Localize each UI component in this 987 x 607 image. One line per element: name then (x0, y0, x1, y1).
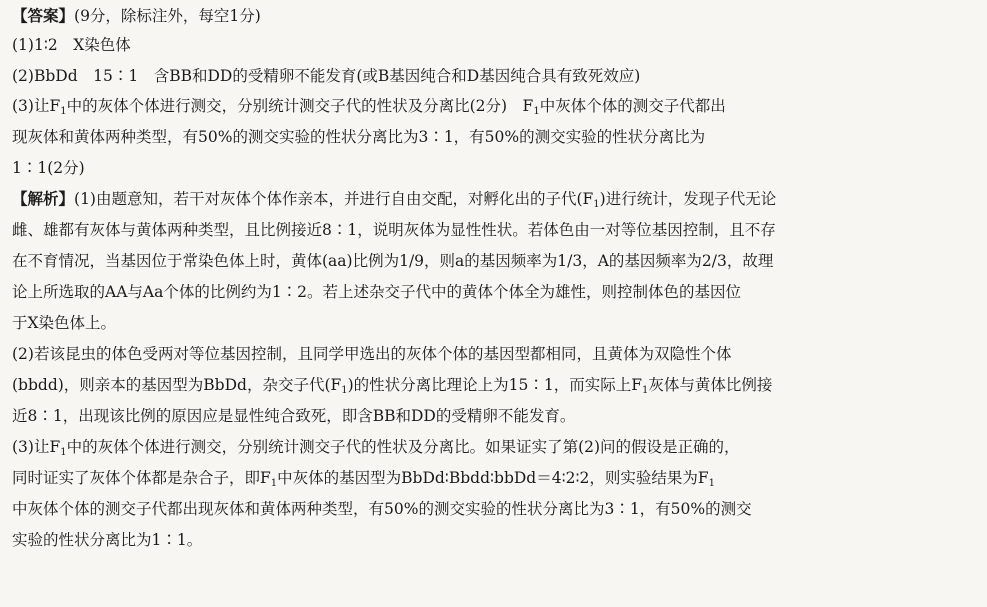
analysis-line-3a (12, 437, 980, 457)
analysis-line-1d: 论上所选取的AA与Aa个体的比例约为1∶2。若上述杂交子代中的黄体个体全为雄性，则控制体色的基因位 (12, 283, 742, 301)
analysis-2b-mid: )的性状分离比理论上为15∶1，而实际上F (347, 376, 643, 394)
analysis-2b-pre: (bbdd)，则亲本的基因型为BbDd，杂交子代(F (12, 376, 342, 394)
answer-line-3b: 现灰体和黄体两种类型，有50%的测交实验的性状分离比为3∶1，有50%的测交实验的性状分离比为 (12, 128, 706, 146)
analysis-2b-sub2: 1 (642, 385, 649, 395)
analysis-3a-pre: (3)让F (12, 438, 61, 456)
analysis-line-2c: 近8∶1，出现该比例的原因应是显性纯合致死，即含BB和DD的受精卵不能发育。 (12, 407, 576, 425)
analysis-2b-sub: 1 (341, 385, 348, 395)
analysis-3b-sub: 1 (270, 478, 278, 488)
analysis-line-1c: 在不育情况，当基因位于常染色体上时，黄体(aa)比例为1/9，则a的基因频率为1/3，A的基因频率为2/3，故理 (12, 252, 774, 270)
analysis-line-3c: 中灰体个体的测交子代都出现灰体和黄体两种类型，有50%的测交实验的性状分离比为3∶1，有50%的测交 (12, 500, 752, 518)
answer-score-note: (9分，除标注外，每空1分) (74, 7, 261, 25)
analysis-3a-post: 中的灰体个体进行测交，分别统计测交子代的性状及分离比。如果证实了第(2)问的假设是正确的， (66, 438, 740, 456)
answer-3a-mid: 中的灰体个体进行测交，分别统计测交子代的性状及分离比(2分) F (66, 97, 534, 115)
answer-3a-pre: (3)让F (12, 97, 61, 115)
analysis-3b-pre: 同时证实了灰体个体都是杂合子，即F (12, 469, 271, 487)
answer-3a-sub: 1 (60, 106, 67, 116)
analysis-line-2b (12, 375, 980, 395)
analysis-line-2a: (2)若该昆虫的体色受两对等位基因控制，且同学甲选出的灰体个体的基因型都相同，且黄体为双隐性个体 (12, 345, 732, 363)
answer-label: 【答案】 (12, 7, 75, 25)
analysis-1a-post: )进行统计，发现子代无论 (599, 190, 777, 208)
analysis-1a-sub: 1 (593, 199, 600, 209)
answer-line-3a (12, 96, 980, 116)
answer-line-1: (1)1∶2 X染色体 (12, 36, 131, 54)
analysis-2b-post: 灰体与黄体比例接 (648, 376, 773, 394)
analysis-line-3b (12, 468, 980, 488)
analysis-line-1a (12, 189, 980, 209)
answer-3a-post: 中灰体个体的测交子代都出 (539, 97, 726, 115)
analysis-3a-sub: 1 (60, 447, 67, 457)
answer-3a-sub2: 1 (533, 106, 540, 116)
analysis-label: 【解析】 (12, 190, 75, 208)
analysis-1a-pre: (1)由题意知，若干对灰体个体作亲本，并进行自由交配，对孵化出的子代(F (74, 190, 594, 208)
analysis-line-1b: 雌、雄都有灰体与黄体两种类型，且比例接近8∶1，说明灰体为显性性状。若体色由一对等位基因控制，且不存 (12, 221, 776, 239)
analysis-line-1e: 于X染色体上。 (12, 314, 117, 332)
analysis-line-3d: 实验的性状分离比为1∶1。 (12, 531, 203, 549)
analysis-3b-sub2: 1 (708, 478, 716, 488)
answer-line-2: (2)BbDd 15∶1 含BB和DD的受精卵不能发育(或B基因纯合和D基因纯合具有致死效应) (12, 67, 641, 85)
answer-line-3c: 1∶1(2分) (12, 159, 85, 177)
analysis-3b-post: 中灰体的基因型为BbDd∶Bbdd∶bbDd＝4∶2∶2，则实验结果为F (277, 469, 709, 487)
answer-heading-line (12, 6, 980, 26)
